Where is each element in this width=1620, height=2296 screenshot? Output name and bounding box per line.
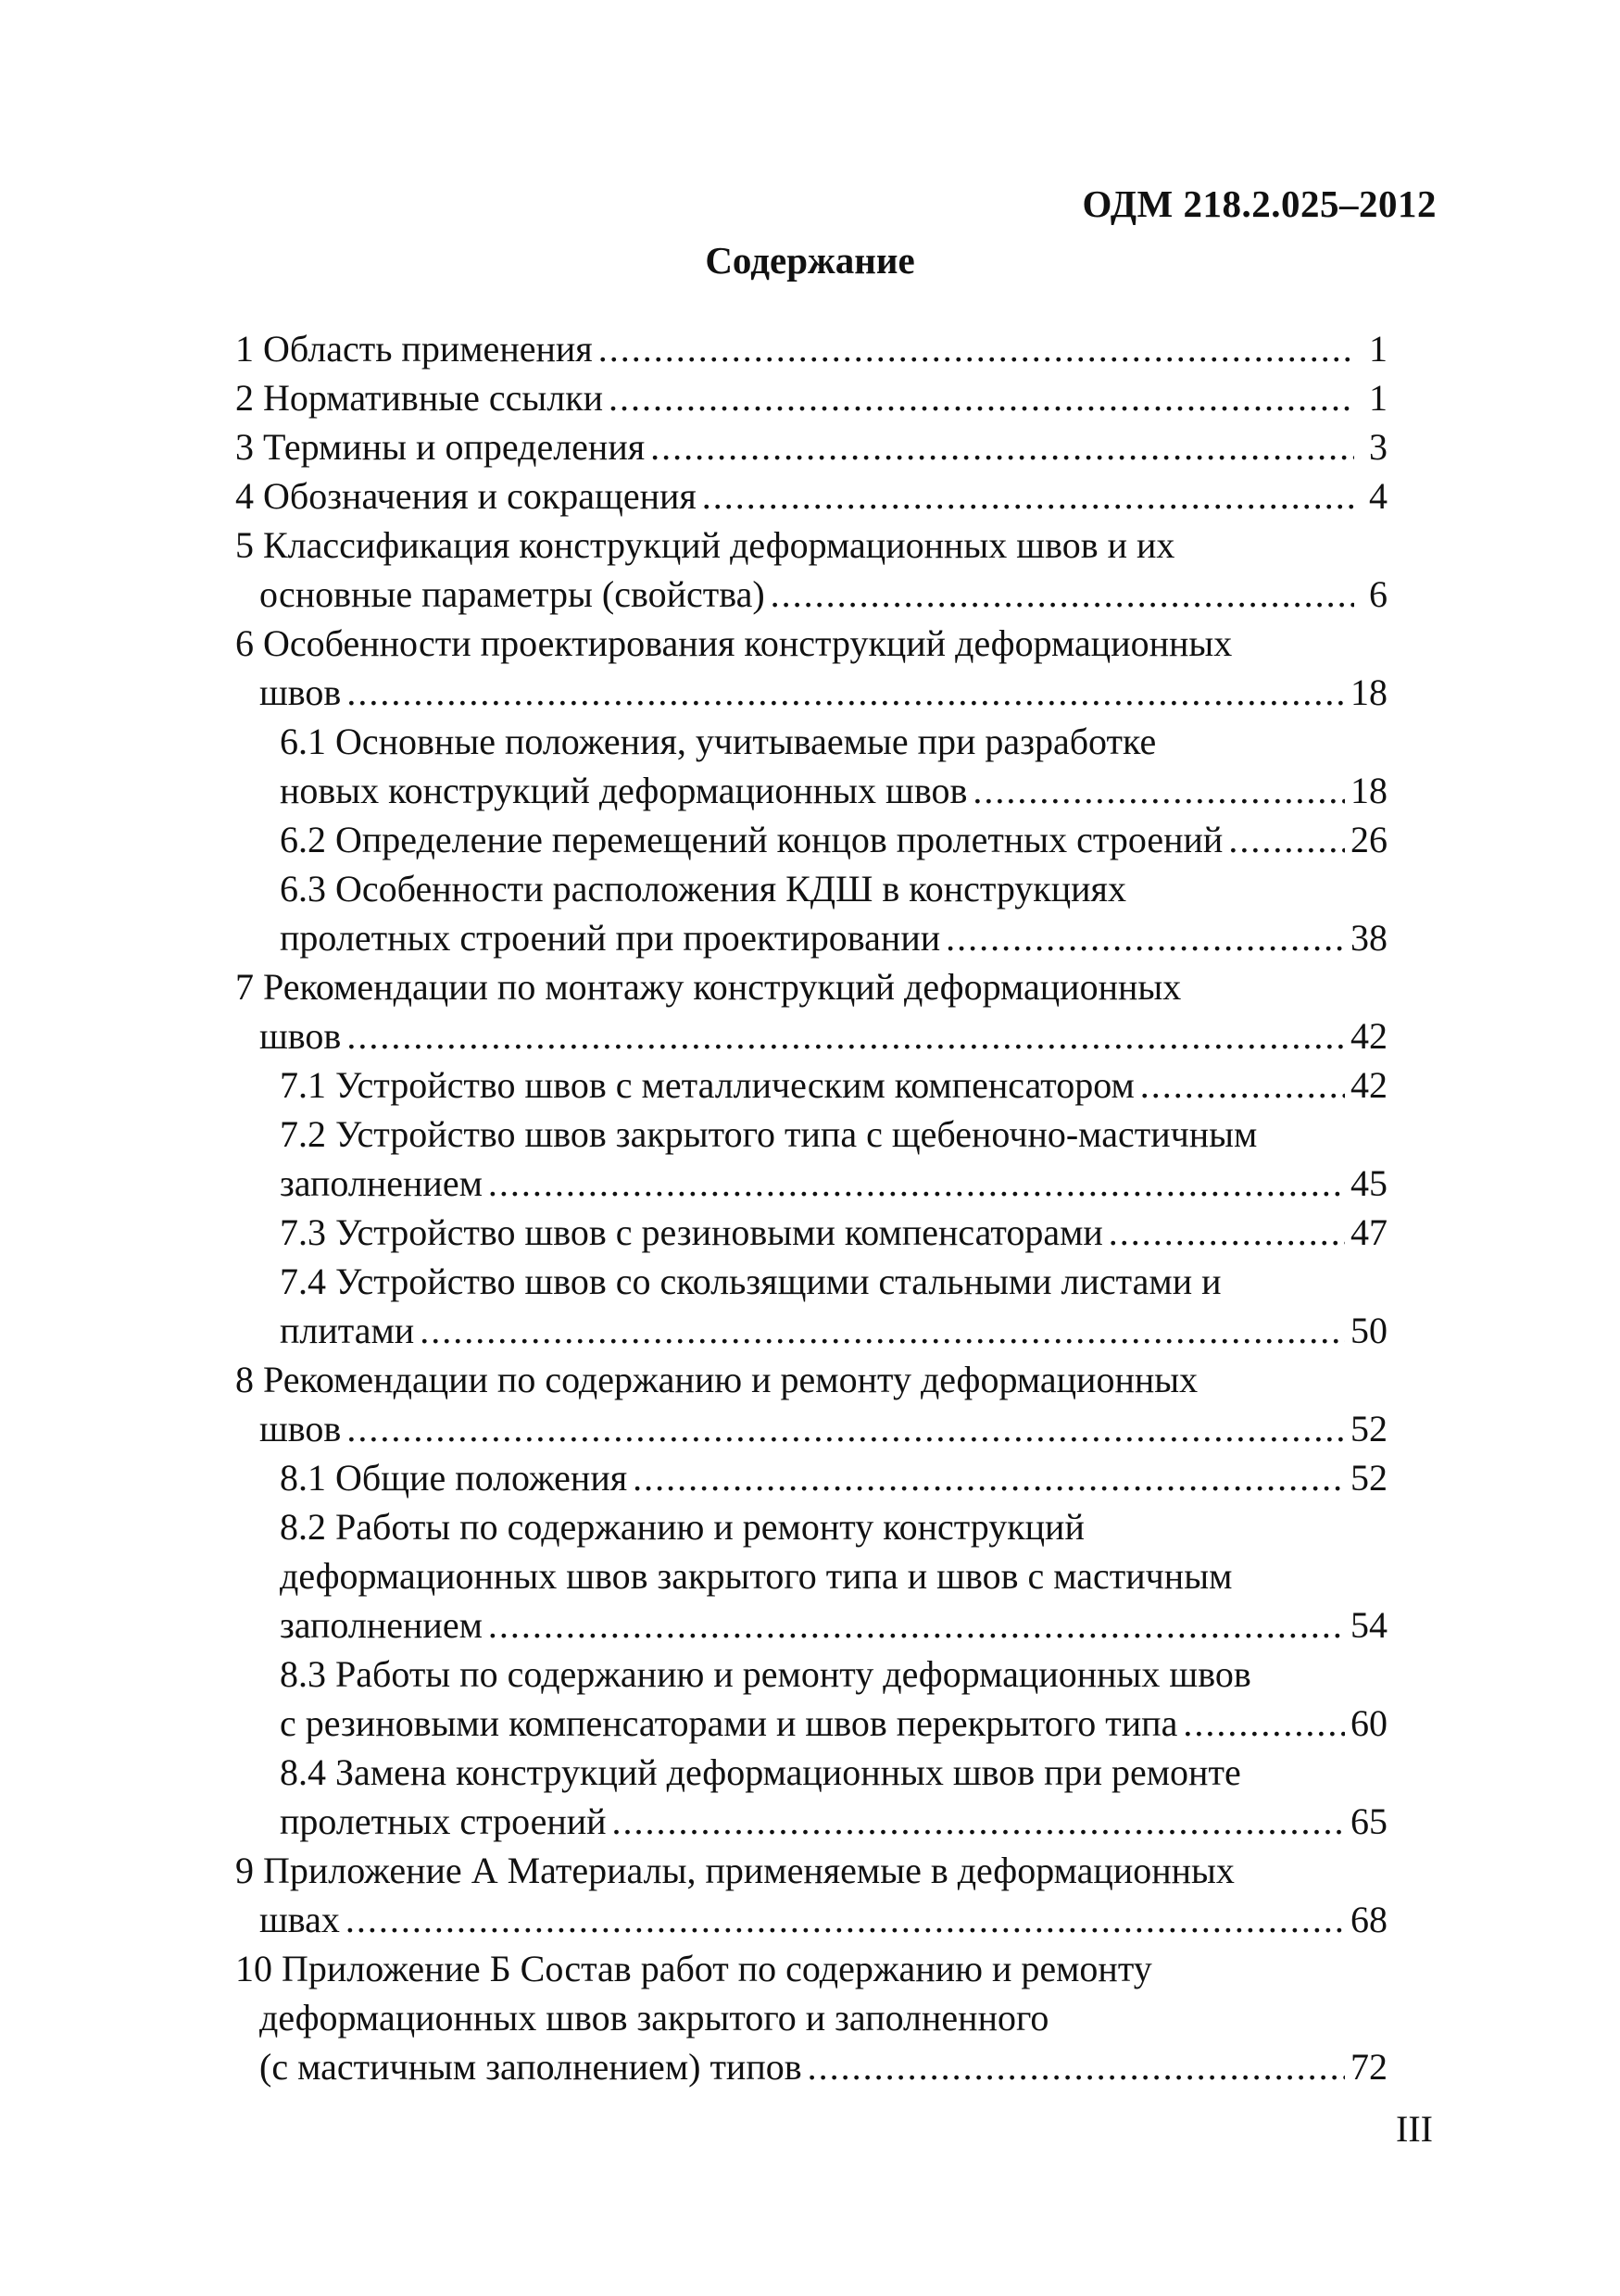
toc-entry-page: 3 bbox=[1369, 426, 1388, 468]
toc-entry[interactable] bbox=[235, 1208, 1388, 1257]
toc-entry-text: 8 Рекомендации по содержанию и ремонту деформационных bbox=[235, 1359, 1199, 1400]
toc-entry-page: 4 bbox=[1369, 475, 1388, 517]
toc-entry-text: (с мастичным заполнением) типов bbox=[259, 2046, 802, 2088]
toc-entry-page: 18 bbox=[1350, 770, 1388, 811]
toc-entry[interactable] bbox=[235, 1502, 1388, 1650]
toc-entry-text: 10 Приложение Б Состав работ по содержанию и ремонту bbox=[235, 1948, 1152, 1989]
toc-dot-leader bbox=[488, 1159, 1345, 1208]
toc-entry-page: 1 bbox=[1369, 328, 1388, 370]
toc-entry-text: 7.4 Устройство швов со скользящими стальными листами и bbox=[280, 1261, 1222, 1302]
toc-entry-text: 3 Термины и определения bbox=[235, 426, 646, 468]
toc-dot-leader bbox=[612, 1797, 1345, 1846]
document-code: ОДМ 218.2.025–2012 bbox=[1082, 182, 1437, 225]
toc-dot-leader bbox=[609, 373, 1354, 422]
toc-dot-leader bbox=[633, 1453, 1345, 1502]
toc-dot-leader bbox=[345, 1895, 1345, 1944]
toc-entry[interactable] bbox=[235, 1110, 1388, 1208]
toc-dot-leader bbox=[346, 668, 1345, 717]
toc-entry-page: 54 bbox=[1350, 1604, 1388, 1646]
toc-dot-leader bbox=[771, 570, 1354, 619]
toc-entry-text: швах bbox=[259, 1899, 340, 1940]
toc-entry[interactable] bbox=[235, 1748, 1388, 1846]
toc-entry-page: 1 bbox=[1369, 377, 1388, 419]
toc-entry-text: 8.1 Общие положения bbox=[280, 1457, 628, 1499]
toc-dot-leader bbox=[1140, 1060, 1345, 1110]
toc-entry-text: основные параметры (свойства) bbox=[259, 573, 765, 615]
toc-entry-page: 42 bbox=[1350, 1015, 1388, 1057]
toc-entry-text: 4 Обозначения и сокращения bbox=[235, 475, 697, 517]
toc-entry[interactable] bbox=[235, 619, 1388, 717]
toc-entry[interactable] bbox=[235, 1944, 1388, 2091]
toc-entry-page: 68 bbox=[1350, 1899, 1388, 1940]
toc-title: Содержание bbox=[705, 239, 915, 282]
toc-entry-text: 7.3 Устройство швов с резиновыми компенсаторами bbox=[280, 1211, 1103, 1253]
page-number: III bbox=[1396, 2108, 1433, 2150]
toc-entry[interactable] bbox=[235, 717, 1388, 815]
toc-entry-text: деформационных швов закрытого типа и швов с мастичным bbox=[280, 1555, 1233, 1597]
toc-dot-leader bbox=[346, 1011, 1345, 1060]
toc-dot-leader bbox=[1228, 815, 1345, 864]
toc-dot-leader bbox=[1183, 1699, 1345, 1748]
toc-entry-text: 8.2 Работы по содержанию и ремонту конструкций bbox=[280, 1506, 1085, 1548]
toc-entry-text: 2 Нормативные ссылки bbox=[235, 377, 604, 419]
toc-entry[interactable] bbox=[235, 1060, 1388, 1110]
toc-entry-page: 52 bbox=[1350, 1408, 1388, 1449]
toc-entry[interactable] bbox=[235, 864, 1388, 962]
table-of-contents bbox=[235, 324, 1388, 2091]
toc-dot-leader bbox=[598, 324, 1354, 373]
toc-entry[interactable] bbox=[235, 521, 1388, 619]
toc-entry-text: с резиновыми компенсаторами и швов перекрытого типа bbox=[280, 1702, 1178, 1744]
toc-entry-text: 8.3 Работы по содержанию и ремонту деформационных швов bbox=[280, 1653, 1251, 1695]
toc-entry-text: 1 Область применения bbox=[235, 328, 593, 370]
toc-entry-page: 42 bbox=[1350, 1064, 1388, 1106]
toc-dot-leader bbox=[488, 1600, 1345, 1650]
toc-entry[interactable] bbox=[235, 962, 1388, 1060]
toc-entry-page: 50 bbox=[1350, 1310, 1388, 1351]
toc-entry[interactable] bbox=[235, 1846, 1388, 1944]
toc-entry-page: 47 bbox=[1350, 1211, 1388, 1253]
toc-entry-text: 8.4 Замена конструкций деформационных швов при ремонте bbox=[280, 1751, 1241, 1793]
toc-dot-leader bbox=[1109, 1208, 1345, 1257]
toc-entry[interactable] bbox=[235, 373, 1388, 422]
toc-dot-leader bbox=[702, 471, 1354, 521]
toc-entry-text: 7.1 Устройство швов с металлическим компенсатором bbox=[280, 1064, 1135, 1106]
toc-entry[interactable] bbox=[235, 1453, 1388, 1502]
toc-entry-text: заполнением bbox=[280, 1162, 483, 1204]
toc-entry-text: 6.2 Определение перемещений концов пролетных строений bbox=[280, 819, 1224, 860]
toc-entry-text: швов bbox=[259, 671, 342, 713]
toc-dot-leader bbox=[808, 2042, 1345, 2091]
toc-entry[interactable] bbox=[235, 471, 1388, 521]
toc-entry[interactable] bbox=[235, 815, 1388, 864]
toc-entry-text: швов bbox=[259, 1015, 342, 1057]
toc-entry-text: заполнением bbox=[280, 1604, 483, 1646]
toc-entry-text: новых конструкций деформационных швов bbox=[280, 770, 968, 811]
toc-entry-text: 5 Классификация конструкций деформационных швов и их bbox=[235, 524, 1175, 566]
toc-entry-page: 52 bbox=[1350, 1457, 1388, 1499]
toc-entry-page: 38 bbox=[1350, 917, 1388, 959]
toc-entry-text: 6.1 Основные положения, учитываемые при разработке bbox=[280, 721, 1157, 762]
toc-dot-leader bbox=[946, 913, 1345, 962]
toc-entry-page: 72 bbox=[1350, 2046, 1388, 2088]
toc-dot-leader bbox=[346, 1404, 1345, 1453]
toc-entry-page: 65 bbox=[1350, 1800, 1388, 1842]
toc-entry[interactable] bbox=[235, 1650, 1388, 1748]
toc-entry-text: 6.3 Особенности расположения КДШ в конструкциях bbox=[280, 868, 1126, 910]
toc-entry[interactable] bbox=[235, 324, 1388, 373]
toc-entry-page: 26 bbox=[1350, 819, 1388, 860]
toc-entry-page: 60 bbox=[1350, 1702, 1388, 1744]
toc-entry-text: 9 Приложение А Материалы, применяемые в деформационных bbox=[235, 1850, 1235, 1891]
toc-entry-text: пролетных строений при проектировании bbox=[280, 917, 941, 959]
toc-entry[interactable] bbox=[235, 1355, 1388, 1453]
toc-dot-leader bbox=[973, 766, 1345, 815]
toc-entry-text: 7.2 Устройство швов закрытого типа с щебеночно-мастичным bbox=[280, 1113, 1258, 1155]
toc-entry-text: 7 Рекомендации по монтажу конструкций деформационных bbox=[235, 966, 1182, 1008]
toc-dot-leader bbox=[420, 1306, 1345, 1355]
toc-entry-page: 45 bbox=[1350, 1162, 1388, 1204]
toc-entry-text: деформационных швов закрытого и заполненного bbox=[259, 1997, 1049, 2039]
toc-entry-text: пролетных строений bbox=[280, 1800, 607, 1842]
toc-dot-leader bbox=[650, 422, 1354, 471]
toc-entry-text: плитами bbox=[280, 1310, 415, 1351]
toc-entry-page: 6 bbox=[1369, 573, 1388, 615]
toc-entry-page: 18 bbox=[1350, 671, 1388, 713]
toc-entry[interactable] bbox=[235, 422, 1388, 471]
toc-entry-text: 6 Особенности проектирования конструкций деформационных bbox=[235, 622, 1233, 664]
toc-entry-text: швов bbox=[259, 1408, 342, 1449]
toc-entry[interactable] bbox=[235, 1257, 1388, 1355]
